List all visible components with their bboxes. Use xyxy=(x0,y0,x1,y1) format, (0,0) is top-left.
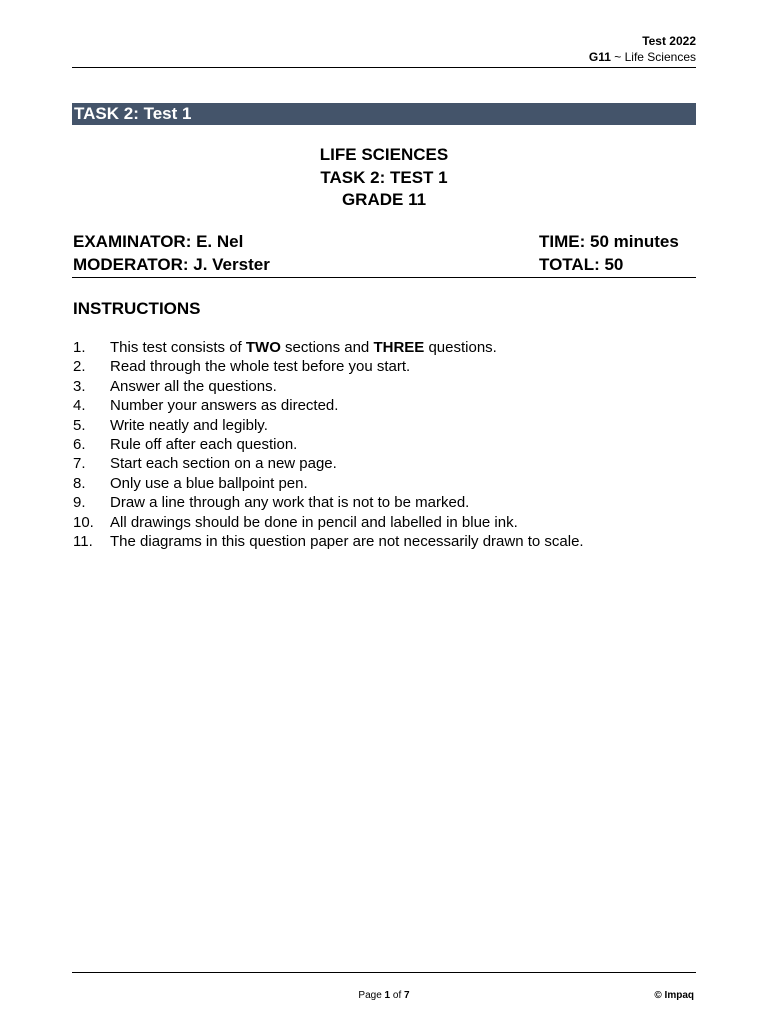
instructions-heading: INSTRUCTIONS xyxy=(73,299,201,318)
instruction-item xyxy=(73,416,693,435)
instruction-text: Start each section on a new page. xyxy=(110,455,337,473)
document-title xyxy=(72,144,696,212)
instruction-number: 9. xyxy=(73,494,86,512)
task-banner: TASK 2: Test 1 xyxy=(72,103,696,125)
instruction-item xyxy=(73,377,693,396)
header-subject: Life Sciences xyxy=(624,50,696,64)
instruction-text: The diagrams in this question paper are not necessarily drawn to scale. xyxy=(110,533,584,551)
time-allowed: TIME: 50 minutes xyxy=(539,232,679,251)
title-line-grade: GRADE 11 xyxy=(341,190,427,209)
instruction-text: Draw a line through any work that is not to be marked. xyxy=(110,494,470,512)
instruction-item xyxy=(73,493,693,512)
instruction-number: 7. xyxy=(73,455,86,473)
instruction-text: This test consists of TWO sections and THREE questions. xyxy=(110,339,497,356)
instruction-number: 4. xyxy=(73,397,86,415)
instruction-text: Answer all the questions. xyxy=(110,377,277,395)
instruction-number: 3. xyxy=(73,377,86,395)
title-line-task: TASK 2: TEST 1 xyxy=(320,167,448,187)
instruction-item xyxy=(73,435,693,454)
instruction-number: 11. xyxy=(73,533,93,551)
title-line-subject: LIFE SCIENCES xyxy=(319,145,449,164)
exam-meta xyxy=(72,230,696,278)
meta-left xyxy=(73,230,270,276)
page-footer xyxy=(72,972,696,1013)
header-subject-line xyxy=(72,49,696,65)
instruction-number: 1. xyxy=(73,339,86,356)
instruction-text: Only use a blue ballpoint pen. xyxy=(110,474,308,492)
instruction-number: 5. xyxy=(73,416,86,434)
header-test-year: Test 2022 xyxy=(642,34,696,48)
instruction-number: 6. xyxy=(73,436,86,454)
header-separator: ~ xyxy=(610,50,625,64)
copyright: © Impaq xyxy=(654,990,694,1001)
page-header xyxy=(72,33,696,68)
instruction-number: 2. xyxy=(73,358,86,376)
instruction-item xyxy=(73,454,693,473)
instruction-item xyxy=(73,338,693,357)
instruction-text: Write neatly and legibly. xyxy=(110,416,268,434)
instruction-text: Read through the whole test before you start. xyxy=(110,358,411,376)
total-marks: TOTAL: 50 xyxy=(539,255,624,274)
meta-right xyxy=(539,230,679,276)
page-number: Page 1 of 7 xyxy=(358,990,410,1001)
instruction-item xyxy=(73,357,693,376)
instruction-number: 8. xyxy=(73,474,86,492)
moderator: MODERATOR: J. Verster xyxy=(73,255,270,274)
instruction-number: 10. xyxy=(73,513,94,531)
examiner: EXAMINATOR: E. Nel xyxy=(73,232,244,251)
instruction-text: All drawings should be done in pencil and labelled in blue ink. xyxy=(110,513,518,531)
header-grade: G11 xyxy=(588,50,611,64)
instruction-item xyxy=(73,474,693,493)
instruction-text: Number your answers as directed. xyxy=(110,397,339,415)
instruction-item xyxy=(73,532,693,551)
instruction-item xyxy=(73,513,693,532)
instruction-text: Rule off after each question. xyxy=(110,436,298,454)
instruction-item xyxy=(73,396,693,415)
instructions-list xyxy=(73,338,693,551)
